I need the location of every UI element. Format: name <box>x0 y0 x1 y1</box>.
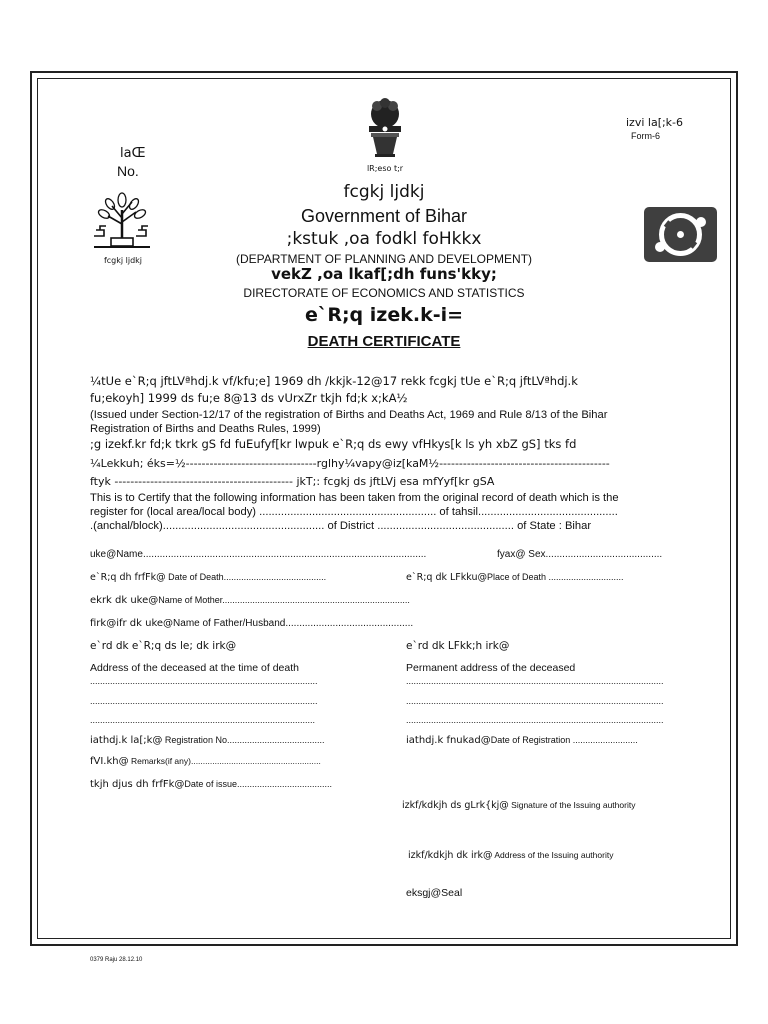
registration-number-field <box>90 735 324 746</box>
father-name-field <box>90 618 413 629</box>
registration-date-field <box>406 735 638 746</box>
date-of-death-field <box>90 572 326 583</box>
name-field: uke@Name...................................................................................................... <box>90 549 427 560</box>
registration-date-en: Date of Registration .......................... <box>490 735 638 745</box>
signature-field <box>402 800 635 811</box>
directorate-logo-icon <box>644 207 717 262</box>
remarks-en: Remarks(if any)....................................................... <box>128 756 321 766</box>
certify-en-line3: .(anchal/block).................................................... of District ............................................ of State : Bihar <box>90 520 592 532</box>
authority-address-field <box>408 850 613 861</box>
place-of-death-hindi: e`R;q dk LFkku@ <box>406 572 487 583</box>
issued-under-hindi-line2: fu;ekoyh] 1999 ds fu;e 8@13 ds vUrxZr tkjh fd;k x;kA½ <box>90 391 408 405</box>
sex-field: fyax@ Sex.......................................... <box>497 549 663 560</box>
dept-name-hindi: ;kstuk ,oa fodkl foHkkx <box>286 229 482 249</box>
authority-address-hindi: izkf/kdkjh dk irk@ <box>408 850 493 861</box>
place-of-death-field <box>406 572 624 583</box>
national-emblem-icon <box>357 96 413 162</box>
permanent-address-line2: ....................................................................................................... <box>406 696 664 706</box>
address-at-death-line1: ........................................................................................... <box>90 676 318 686</box>
bihar-tree-logo-icon <box>92 190 152 254</box>
registration-number-en: Registration No....................................... <box>162 735 325 745</box>
certify-hindi-line3: ftyk --------------------------------------------- jkT;: fcgkj ds jftLVj esa mfYyf[kr gSA <box>90 475 495 488</box>
permanent-address-line3: ....................................................................................................... <box>406 715 664 725</box>
certificate-title-en: DEATH CERTIFICATE <box>307 333 461 350</box>
address-at-death-line2: ........................................................................................... <box>90 696 318 706</box>
mother-name-field <box>90 595 410 606</box>
seal-field: eksgj@Seal <box>406 887 463 899</box>
certify-en-line1: This is to Certify that the following information has been taken from the original record of death which is the <box>90 492 619 504</box>
permanent-address-hindi: e`rd dk LFkk;h irk@ <box>406 640 510 652</box>
govt-name-en: Government of Bihar <box>300 206 468 226</box>
date-of-issue-hindi: tkjh djus dh frfFk@ <box>90 779 185 790</box>
issued-under-hindi-line1: ¼tUe e`R;q jftLVªhdj.k vf/kfu;e] 1969 dh /kkjk-12@17 rekk fcgkj tUe e`R;q jftLVªhdj.k <box>90 374 578 388</box>
remarks-hindi: fVI.kh@ <box>90 756 129 767</box>
date-of-issue-en: Date of issue...................................... <box>184 779 332 789</box>
place-of-death-en: Place of Death .............................. <box>487 572 624 582</box>
form-number-en: Form-6 <box>631 131 660 141</box>
father-name-en: Name of Father/Husband.............................................. <box>173 618 414 629</box>
certify-hindi-line1: ;g izekf.kr fd;k tkrk gS fd fuEufyf[kr lwpuk e`R;q ds ewy vfHkys[k ls yh xbZ gS] tks fd <box>90 437 577 451</box>
address-at-death-hindi: e`rd dk e`R;q ds le; dk irk@ <box>90 640 237 652</box>
permanent-address-line1: ....................................................................................................... <box>406 676 664 686</box>
emblem-caption: lR;eso t;r <box>366 164 404 173</box>
signature-en: Signature of the Issuing authority <box>508 800 636 810</box>
address-at-death-en: Address of the deceased at the time of death <box>90 662 299 674</box>
directorate-hindi: vekZ ,oa lkaf[;dh funs'kky; <box>271 265 497 283</box>
date-of-issue-field <box>90 779 332 790</box>
directorate-en: DIRECTORATE OF ECONOMICS AND STATISTICS <box>243 286 525 300</box>
remarks-field <box>90 756 321 767</box>
dept-name-en: (DEPARTMENT OF PLANNING AND DEVELOPMENT) <box>235 252 533 266</box>
govt-name-hindi: fcgkj ljdkj <box>343 182 425 202</box>
footer-code: 0379 Raju 28.12.10 <box>90 957 143 963</box>
certify-hindi-line2: ¼Lekkuh; éks=½---------------------------------rglhy¼vapy@iz[kaM½------------------------------------------- <box>90 457 610 470</box>
serial-number-hindi: laŒ <box>120 146 146 161</box>
certify-en-line2: register for (local area/local body) ......................................................... of tahsil............................................. <box>90 506 618 518</box>
certificate-title-hindi: e`R;q izek.k-i= <box>304 304 464 326</box>
left-logo-caption: fcgkj ljdkj <box>103 256 143 265</box>
signature-hindi: izkf/kdkjh ds gLrk{kj@ <box>402 800 509 811</box>
permanent-address-en: Permanent address of the deceased <box>406 662 576 674</box>
registration-date-hindi: iathdj.k fnukad@ <box>406 735 491 746</box>
issued-under-en-line2: Registration of Births and Deaths Rules, 1999) <box>90 423 321 435</box>
address-at-death-line3: .......................................................................................... <box>90 715 316 725</box>
registration-number-hindi: iathdj.k la[;k@ <box>90 735 163 746</box>
date-of-death-hindi: e`R;q dh frfFk@ <box>90 572 166 583</box>
authority-address-en: Address of the Issuing authority <box>492 850 614 860</box>
mother-name-en: Name of Mother........................................................................... <box>158 595 410 605</box>
father-name-hindi: firk@ifr dk uke@ <box>90 618 174 629</box>
form-number-hindi: izvi la[;k-6 <box>626 116 684 129</box>
date-of-death-en: Date of Death......................................... <box>165 572 327 582</box>
serial-number-en: No. <box>117 163 139 179</box>
mother-name-hindi: ekrk dk uke@ <box>90 595 159 606</box>
issued-under-en-line1: (Issued under Section-12/17 of the registration of Births and Deaths Act, 1969 and Rule 8/13 of the Bihar <box>90 409 608 421</box>
